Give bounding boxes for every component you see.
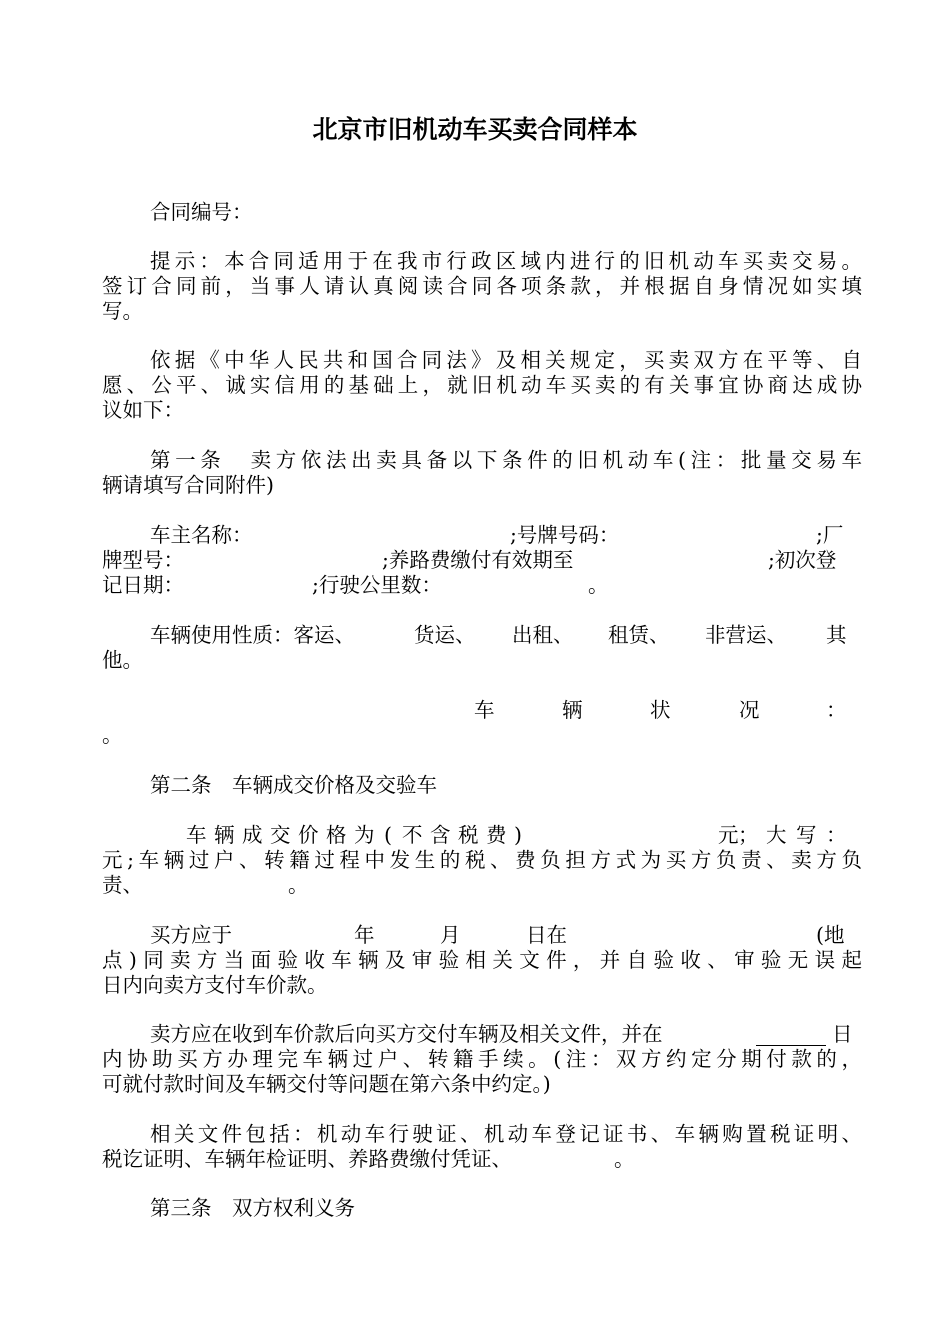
usage-rental-taxi: 出租、 [512,623,574,647]
article1-line-1: 第一条 卖方依法出卖具备以下条件的旧机动车(注：批量交易车 [150,448,862,472]
documents-line-2 [102,1147,862,1172]
documents-line-1: 相关文件包括：机动车行驶证、机动车登记证书、车辆购置税证明、 [150,1122,862,1146]
usage-non-operating: 非营运、 [705,623,787,647]
price-c1: 车 [186,823,207,847]
inspect-place: (地 [816,923,845,947]
price-line-3-end: 。 [288,873,309,897]
inspect-year: 年 [354,923,375,947]
documents-end: 。 [614,1147,635,1171]
delivery-day-unit: 日 [832,1022,853,1046]
price-semicolon: ； [738,823,759,847]
document-title: 北京市旧机动车买卖合同样本 [312,115,638,144]
price-daxie-1: 大 [766,823,787,847]
condition-line-2: 。 [102,723,123,747]
plate-label: ;号牌号码： [510,523,620,547]
usage-other-start: 其 [826,623,847,647]
usage-lease: 租赁、 [608,623,670,647]
contract-number: 合同编号： [150,200,253,224]
article3-heading: 第三条 双方权利义务 [150,1196,355,1220]
vehicle-info-line-2 [102,548,862,573]
article1-line-2: 辆请填写合同附件) [102,473,274,497]
brand-label: 牌型号： [102,548,184,572]
info-period: 。 [588,573,609,597]
price-c11: 税 [458,823,479,847]
price-c5: 价 [298,823,319,847]
price-c7: 为 [354,823,375,847]
tip-line-3: 写。 [102,299,143,323]
owner-label: 车主名称： [150,523,253,547]
tip-line-2: 签订合同前，当事人请认真阅读合同各项条款，并根据自身情况如实填 [102,274,862,298]
inspect-line-1 [102,923,862,948]
price-line-3-start: 责、 [102,873,143,897]
delivery-text: 卖方应在收到车价款后向买方交付车辆及相关文件，并在 [150,1022,663,1046]
documents-text: 税讫证明、车辆年检证明、养路费缴付凭证、 [102,1147,512,1171]
vehicle-info-line-3 [102,573,862,598]
brand-label-tail: ;厂 [816,523,844,547]
inspect-line-3: 日内向卖方支付车价款。 [102,973,328,997]
price-c8: ( [384,823,392,847]
basis-line-3: 议如下： [102,398,184,422]
road-fee-label: ;养路费缴付有效期至 [382,548,574,572]
price-c3: 成 [242,823,263,847]
delivery-days-blank [756,1024,826,1046]
tip-line-1: 提示：本合同适用于在我市行政区域内进行的旧机动车买卖交易。 [150,249,862,273]
delivery-line-1 [102,1022,862,1047]
usage-label: 车辆使用性质：客运、 [150,623,355,647]
condition-char-1: 车 [474,698,495,722]
usage-freight: 货运、 [414,623,476,647]
reg-date-label: 记日期： [102,573,184,597]
article2-heading: 第二条 车辆成交价格及交验车 [150,773,437,797]
inspect-buyer: 买方应于 [150,923,232,947]
condition-char-3: 状 [650,698,671,722]
price-daxie-3: ： [826,823,847,847]
condition-char-4: 况 [739,698,760,722]
delivery-line-2: 内协助买方办理完车辆过户、转籍手续。(注：双方约定分期付款的， [102,1047,862,1071]
basis-line-1: 依据《中华人民共和国合同法》及相关规定，买卖双方在平等、自 [150,348,862,372]
price-line-3 [102,873,862,898]
price-c2: 辆 [214,823,235,847]
condition-char-2: 辆 [562,698,583,722]
price-c4: 交 [270,823,291,847]
usage-line-2: 他。 [102,648,143,672]
price-daxie-2: 写 [796,823,817,847]
price-c6: 格 [326,823,347,847]
usage-line-1 [102,623,862,648]
basis-line-2: 愿、公平、诚实信用的基础上，就旧机动车买卖的有关事宜协商达成协 [102,373,862,397]
condition-char-5: ： [826,698,847,722]
inspect-day: 日在 [526,923,567,947]
inspect-line-2: 点)同卖方当面验收车辆及审验相关文件，并自验收、审验无误起 [102,948,862,972]
price-c12: 费 [486,823,507,847]
first-reg-label-tail: ;初次登 [768,548,837,572]
vehicle-info-line-1 [102,523,862,548]
delivery-line-3: 可就付款时间及车辆交付等问题在第六条中约定。) [102,1072,551,1096]
inspect-month: 月 [440,923,461,947]
price-yuan: 元 [718,823,739,847]
price-line-2: 元;车辆过户、转籍过程中发生的税、费负担方式为买方负责、卖方负 [102,848,862,872]
price-c9: 不 [402,823,423,847]
price-c10: 含 [430,823,451,847]
price-c13: ) [514,823,522,847]
mileage-label: ;行驶公里数： [312,573,442,597]
